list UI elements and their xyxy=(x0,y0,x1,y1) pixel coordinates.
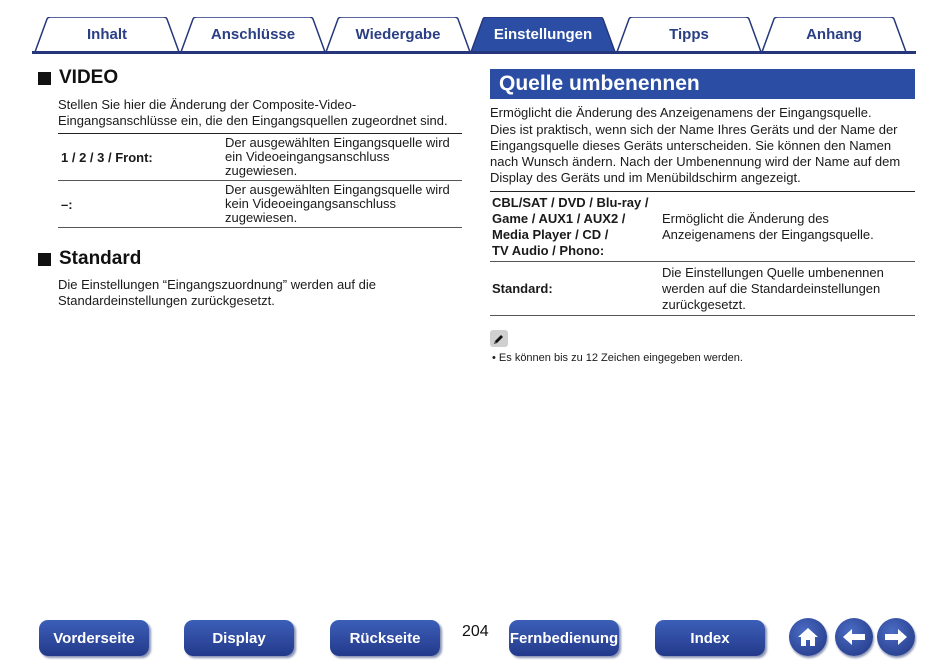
desc-line: Dies ist praktisch, wenn sich der Name Ihres Geräts und der Name der xyxy=(490,122,898,137)
index-button[interactable] xyxy=(655,620,765,656)
tab-tipps[interactable] xyxy=(616,17,762,52)
row-key: Standard: xyxy=(492,281,553,296)
desc-block xyxy=(490,122,900,186)
video-intro-line: Stellen Sie hier die Änderung der Composite-Video- xyxy=(58,97,357,112)
row-key-line: Media Player / CD / xyxy=(492,226,609,242)
tab-label: Einstellungen xyxy=(493,26,593,43)
desc-line: Eingangsquelle dieses Geräts unterscheiden. Sie können den Namen xyxy=(490,138,892,153)
row-value-line: zugewiesen. xyxy=(225,210,298,225)
video-heading-text: VIDEO xyxy=(59,67,119,88)
tab-label: Anschlüsse xyxy=(210,26,296,43)
button-label: Fernbedienung xyxy=(509,629,619,647)
tab-label: Wiedergabe xyxy=(355,26,441,43)
button-label: Display xyxy=(212,629,266,647)
rename-description xyxy=(490,105,900,186)
tab-inhalt[interactable] xyxy=(34,17,180,52)
display-button[interactable] xyxy=(184,620,294,656)
arrow-right-icon xyxy=(883,627,909,647)
row-value-line: Der ausgewählten Eingangsquelle wird xyxy=(225,182,450,197)
tab-baseline xyxy=(32,51,916,54)
table-row xyxy=(58,134,462,181)
standard-line: Die Einstellungen “Eingangszuordnung” werden auf die xyxy=(58,277,376,292)
square-bullet-icon xyxy=(38,72,51,85)
row-value xyxy=(662,265,884,313)
row-value-line: zugewiesen. xyxy=(225,163,298,178)
standard-heading-text: Standard xyxy=(59,248,142,269)
section-title: Quelle umbenennen xyxy=(499,72,700,95)
bullet-icon: • xyxy=(492,352,496,364)
video-intro xyxy=(58,97,448,129)
button-label: Index xyxy=(690,629,730,647)
square-bullet-icon xyxy=(38,253,51,266)
standard-line: Standardeinstellungen zurückgesetzt. xyxy=(58,293,275,308)
row-value-line: Ermöglicht die Änderung des xyxy=(662,210,829,226)
tab-einstellungen[interactable] xyxy=(470,17,616,52)
row-key: –: xyxy=(61,196,73,212)
table-row xyxy=(58,181,462,228)
desc-line: nach Wunsch ändern. Nach der Umbenennung wird der Name auf dem xyxy=(490,154,901,169)
page-number: 204 xyxy=(462,623,489,640)
tab-bar xyxy=(0,0,950,56)
row-key-line: Game / AUX1 / AUX2 / xyxy=(492,210,626,226)
table-row xyxy=(490,192,915,262)
standard-heading xyxy=(38,248,141,270)
row-value-line: kein Videoeingangsanschluss xyxy=(225,196,397,211)
tab-label: Inhalt xyxy=(87,26,127,43)
table-row xyxy=(490,262,915,316)
row-value xyxy=(662,211,874,243)
section-title-banner xyxy=(490,69,915,99)
tab-anhang[interactable] xyxy=(761,17,907,52)
standard-text xyxy=(58,277,376,309)
row-key-line: CBL/SAT / DVD / Blu-ray / xyxy=(492,194,649,210)
note xyxy=(492,352,743,364)
pencil-icon xyxy=(490,330,508,347)
video-table xyxy=(58,133,462,228)
row-value-line: Der ausgewählten Eingangsquelle wird xyxy=(225,135,450,150)
tab-anschluesse[interactable] xyxy=(180,17,326,52)
row-value xyxy=(225,181,450,227)
desc-line: Ermöglicht die Änderung des Anzeigenamens der Eingangsquelle. xyxy=(490,105,872,120)
tab-label: Tipps xyxy=(669,26,709,43)
back-button[interactable] xyxy=(835,618,873,656)
fernbedienung-button[interactable] xyxy=(509,620,619,656)
row-key-line: TV Audio / Phono: xyxy=(492,242,605,258)
forward-button[interactable] xyxy=(877,618,915,656)
video-heading xyxy=(38,67,118,89)
button-label: Vorderseite xyxy=(53,629,135,647)
rueckseite-button[interactable] xyxy=(330,620,440,656)
row-value-line: Die Einstellungen Quelle umbenennen xyxy=(662,264,884,280)
row-key xyxy=(490,195,662,259)
arrow-left-icon xyxy=(841,627,867,647)
tab-label: Anhang xyxy=(806,26,862,43)
home-button[interactable] xyxy=(789,618,827,656)
vorderseite-button[interactable] xyxy=(39,620,149,656)
row-value-line: zurückgesetzt. xyxy=(662,296,746,312)
home-icon xyxy=(796,626,820,648)
row-value-line: werden auf die Standardeinstellungen xyxy=(662,280,881,296)
row-value xyxy=(225,134,450,180)
row-key: 1 / 2 / 3 / Front: xyxy=(61,149,153,165)
desc-line: Display des Geräts und im Menübildschirm angezeigt. xyxy=(490,170,801,185)
note-text: Es können bis zu 12 Zeichen eingegeben werden. xyxy=(498,352,743,364)
row-value-line: ein Videoeingangsanschluss xyxy=(225,149,390,164)
video-intro-line: Eingangsanschlüsse ein, die den Eingangsquellen zugeordnet sind. xyxy=(58,113,448,128)
tab-wiedergabe[interactable] xyxy=(325,17,471,52)
rename-table xyxy=(490,191,915,316)
row-value-line: Anzeigenamens der Eingangsquelle. xyxy=(662,226,874,242)
button-label: Rückseite xyxy=(349,629,421,647)
